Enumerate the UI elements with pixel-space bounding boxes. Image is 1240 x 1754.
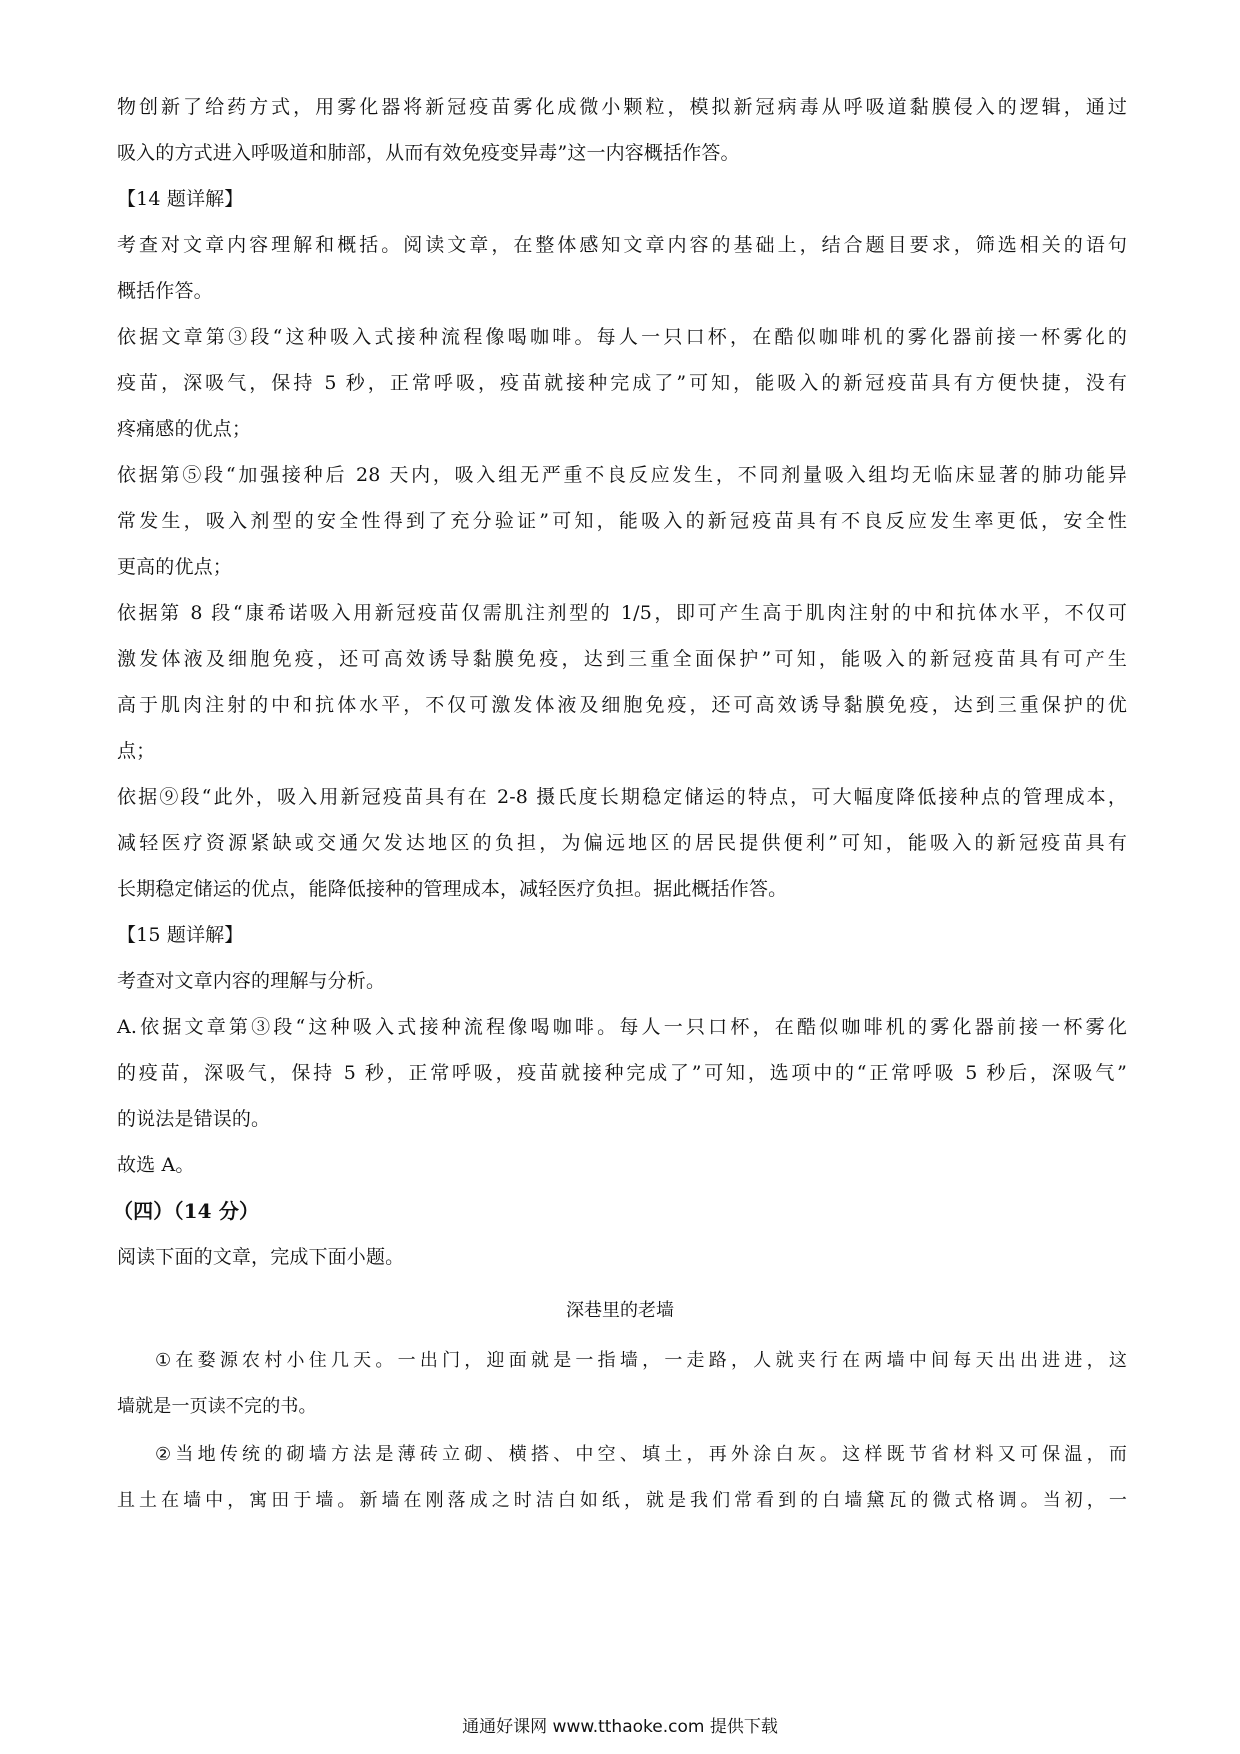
part-four-heading: （四）（14 分）	[113, 1199, 260, 1223]
paragraph-line: 考查对文章内容理解和概括。阅读文章，在整体感知文章内容的基础上，结合题目要求，筛选相关的语句	[117, 234, 1127, 256]
paragraph-line: 更高的优点；	[117, 556, 232, 578]
paragraph-line: 依据⑨段“此外，吸入用新冠疫苗具有在 2-8 摄氏度长期稳定储运的特点，可大幅度降低接种点的管理成本，	[117, 786, 1127, 808]
paragraph-line: A.依据文章第③段“这种吸入式接种流程像喝咖啡。每人一只口杯，在酷似咖啡机的雾化器前接一杯雾化	[117, 1016, 1127, 1038]
paragraph-line: 吸入的方式进入呼吸道和肺部，从而有效免疫变异毒”这一内容概括作答。	[117, 142, 740, 164]
paragraph-line: 依据第 8 段“康希诺吸入用新冠疫苗仅需肌注剂型的 1/5，即可产生高于肌肉注射的中和抗体水平，不仅可	[117, 602, 1127, 624]
paragraph-line: 减轻医疗资源紧缺或交通欠发达地区的负担，为偏远地区的居民提供便利”可知，能吸入的新冠疫苗具有	[117, 832, 1127, 854]
paragraph-line: 阅读下面的文章，完成下面小题。	[117, 1246, 405, 1268]
paragraph-line: 激发体液及细胞免疫，还可高效诱导黏膜免疫，达到三重全面保护”可知，能吸入的新冠疫苗具有可产生	[117, 648, 1127, 670]
paragraph-line: 常发生，吸入剂型的安全性得到了充分验证”可知，能吸入的新冠疫苗具有不良反应发生率更低，安全性	[117, 510, 1127, 532]
paragraph-line: 依据第⑤段“加强接种后 28 天内，吸入组无严重不良反应发生，不同剂量吸入组均无临床显著的肺功能异	[117, 464, 1127, 486]
paragraph-line: 长期稳定储运的优点，能降低接种的管理成本，减轻医疗负担。据此概括作答。	[117, 878, 788, 900]
paragraph-line: 概括作答。	[117, 280, 213, 302]
paragraph-line: 故选 A。	[117, 1154, 195, 1176]
paragraph-line: 高于肌肉注射的中和抗体水平，不仅可激发体液及细胞免疫，还可高效诱导黏膜免疫，达到三重保护的优	[117, 694, 1127, 716]
essay-line: ①在婺源农村小住几天。一出门，迎面就是一指墙，一走路，人就夹行在两墙中间每天出出进进，这	[155, 1350, 1127, 1371]
essay-line: ②当地传统的砌墙方法是薄砖立砌、横搭、中空、填土，再外涂白灰。这样既节省材料又可保温，而	[155, 1444, 1127, 1465]
paragraph-line: 依据文章第③段“这种吸入式接种流程像喝咖啡。每人一只口杯，在酷似咖啡机的雾化器前接一杯雾化的	[117, 326, 1127, 348]
essay-line: 墙就是一页读不完的书。	[117, 1396, 317, 1417]
paragraph-line: 点；	[117, 740, 156, 762]
essay-title: 深巷里的老墙	[566, 1300, 674, 1321]
paragraph-line: 的说法是错误的。	[117, 1108, 271, 1130]
paragraph-line: 的疫苗，深吸气，保持 5 秒，正常呼吸，疫苗就接种完成了”可知，选项中的“正常呼吸 5 秒后，深吸气”	[117, 1062, 1127, 1084]
paragraph-line: 考查对文章内容的理解与分析。	[117, 970, 386, 992]
essay-line: 且土在墙中，寓田于墙。新墙在刚落成之时洁白如纸，就是我们常看到的白墙黛瓦的微式格调。当初，一	[117, 1490, 1127, 1511]
section-heading-15: 【15 题详解】	[117, 924, 244, 946]
page-footer: 通通好课网 www.tthaoke.com 提供下载	[462, 1717, 778, 1737]
paragraph-line: 疼痛感的优点；	[117, 418, 252, 440]
section-heading-14: 【14 题详解】	[117, 188, 244, 210]
paragraph-line: 物创新了给药方式，用雾化器将新冠疫苗雾化成微小颗粒，模拟新冠病毒从呼吸道黏膜侵入的逻辑，通过	[117, 96, 1127, 118]
paragraph-line: 疫苗，深吸气，保持 5 秒，正常呼吸，疫苗就接种完成了”可知，能吸入的新冠疫苗具有方便快捷，没有	[117, 372, 1127, 394]
